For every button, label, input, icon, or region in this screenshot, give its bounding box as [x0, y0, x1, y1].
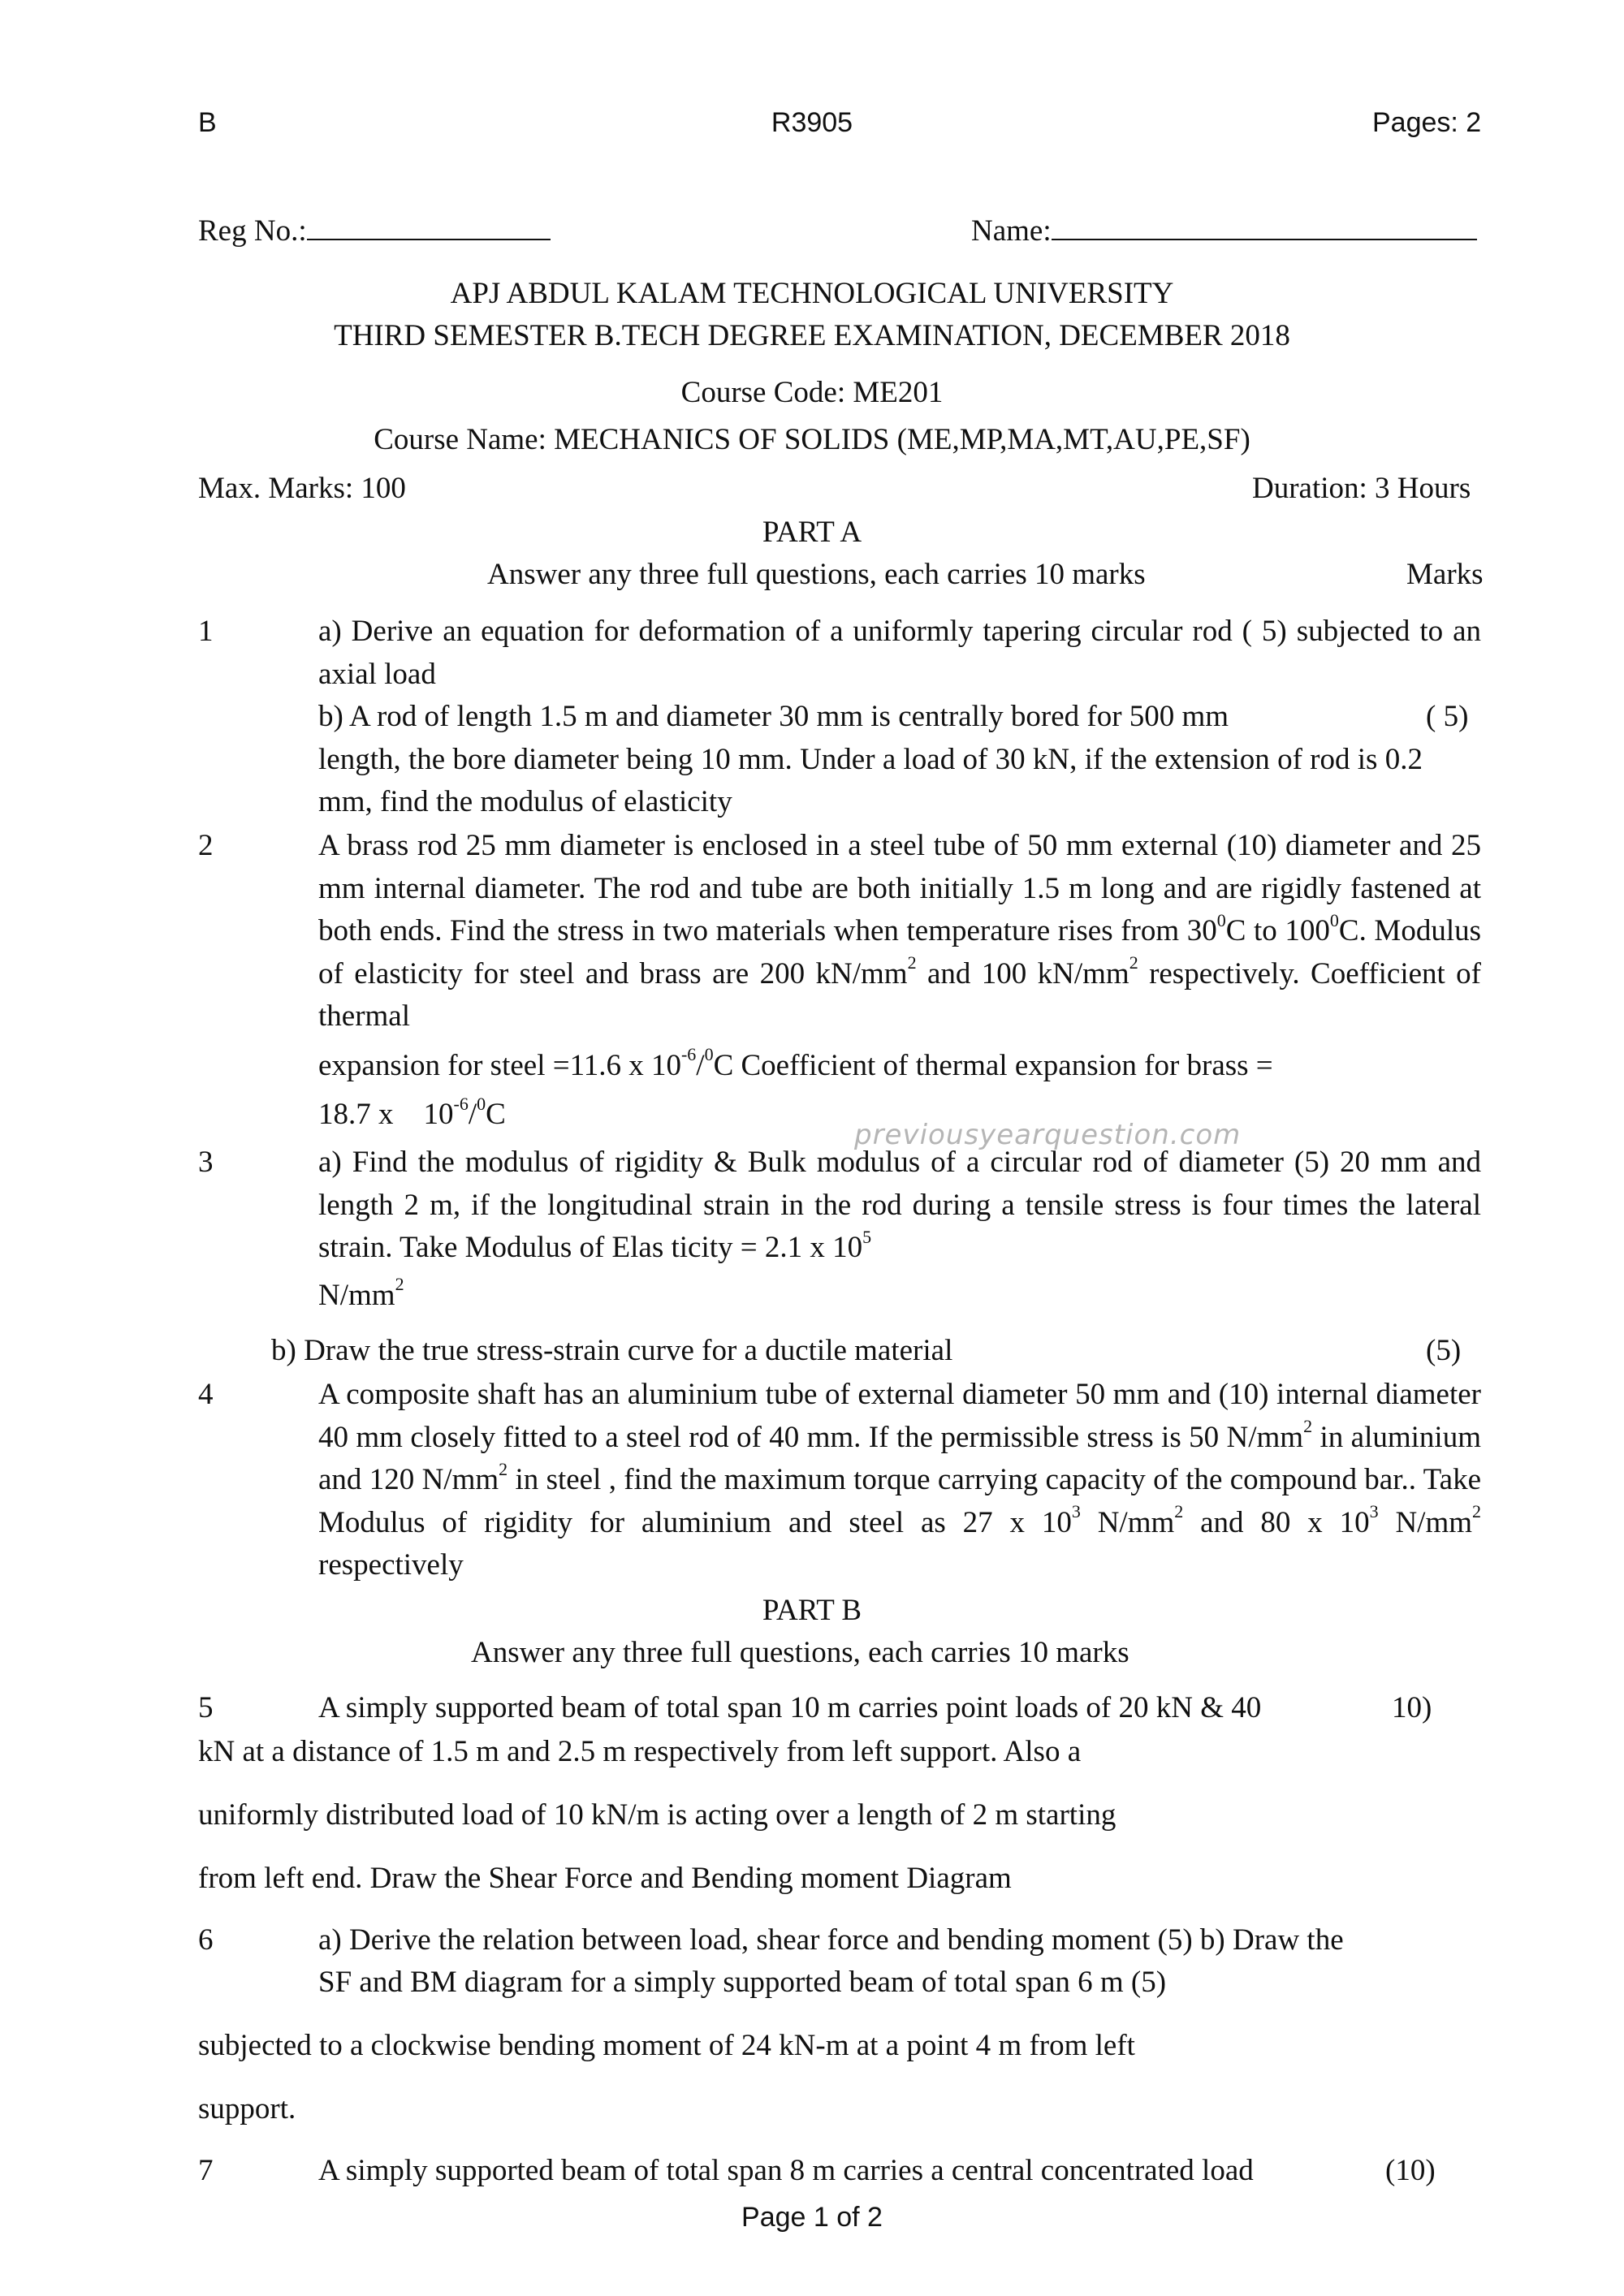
question-1b-line1: b) A rod of length 1.5 m and diameter 30 mm is centrally bored for 500 mm [318, 700, 1229, 733]
question-6-line1: a) Derive the relation between load, shear force and bending moment (5) b) Draw the [318, 1923, 1344, 1957]
question-1b-marks: ( 5) [1426, 700, 1469, 733]
q4-sup-1: 2 [1303, 1416, 1313, 1437]
university-title: APJ ABDUL KALAM TECHNOLOGICAL UNIVERSITY [450, 277, 1174, 310]
question-5-line2: kN at a distance of 1.5 m and 2.5 m respectively from left support. Also a [198, 1735, 1082, 1768]
q4-text-6: N/mm [1378, 1505, 1473, 1539]
part-a-heading: PART A [762, 516, 862, 549]
q3a-sup-2: 2 [395, 1274, 404, 1295]
q2-sup-3: 2 [907, 952, 917, 973]
watermark: previousyearquestion.com [854, 1119, 1242, 1151]
question-1b-rest: length, the bore diameter being 10 mm. Under a load of 30 kN, if the extension of rod is 0.2 mm, find the modulus of elasticity [318, 742, 1423, 818]
q2-text-3: C. Modulus of elasticity for steel and brass are 200 kN/mm [318, 914, 1481, 990]
question-4 [318, 1374, 1481, 1587]
paper-code: R3905 [771, 107, 853, 138]
question-2 [318, 825, 1481, 1137]
name-label: Name: [971, 214, 1052, 248]
q4-sup-4: 2 [1174, 1501, 1184, 1522]
q2-sup-2: 0 [1329, 909, 1339, 930]
q2-exp-sup-1: -6 [680, 1044, 697, 1065]
question-number-2: 2 [198, 829, 214, 862]
reg-no-blank [307, 209, 551, 240]
question-number-6: 6 [198, 1923, 214, 1957]
q2-brass-sup-1: -6 [453, 1093, 469, 1114]
question-number-3: 3 [198, 1146, 214, 1179]
q2-sup-4: 2 [1129, 952, 1138, 973]
question-number-1: 1 [198, 615, 214, 648]
q3a-sup-1: 5 [862, 1226, 872, 1247]
q2-text-4: and 100 kN/mm [916, 956, 1129, 990]
question-3b: b) Draw the true stress-strain curve for a ductile material [271, 1334, 953, 1367]
question-3b-marks: (5) [1426, 1334, 1462, 1367]
part-a-instruction: Answer any three full questions, each carries 10 marks [487, 558, 1146, 591]
q4-text-7: respectively [318, 1548, 464, 1582]
q4-text-3: in steel , find the maximum torque carrying capacity of the compound bar.. Take Modulus of rigidity for aluminium and steel as 27 x 10 [318, 1463, 1482, 1539]
name-blank [1052, 209, 1477, 240]
max-marks: Max. Marks: 100 [198, 472, 406, 505]
q2-brass-sup-2: 0 [477, 1093, 486, 1114]
part-b-instruction: Answer any three full questions, each carries 10 marks [471, 1636, 1129, 1669]
q4-text-1: A composite shaft has an aluminium tube of external diameter 50 mm and (10) internal diameter 40 mm closely fitted to a steel rod of 40 mm. If the permissible stress is 50 N/mm [318, 1378, 1481, 1454]
q2-exp-text-1: expansion for steel =11.6 x 10 [318, 1048, 681, 1082]
question-4-body [318, 1374, 1481, 1587]
page-footer: Page 1 of 2 [741, 2202, 883, 2233]
question-6-line3: subjected to a clockwise bending moment of 24 kN-m at a point 4 m from left [198, 2029, 1135, 2062]
q4-sup-2: 2 [499, 1458, 508, 1479]
q2-exp-text-2: / [696, 1048, 705, 1082]
question-2-body [318, 825, 1481, 1038]
question-5-line1: A simply supported beam of total span 10 m carries point loads of 20 kN & 40 [318, 1691, 1262, 1724]
question-number-4: 4 [198, 1378, 214, 1411]
q2-exp-text-3: C Coefficient of thermal expansion for brass = [713, 1048, 1273, 1082]
q2-exp-sup-2: 0 [704, 1044, 714, 1065]
question-5-marks: 10) [1392, 1691, 1432, 1724]
question-2-expansion-steel [318, 1045, 1481, 1088]
q4-sup-6: 2 [1472, 1501, 1482, 1522]
q4-sup-3: 3 [1071, 1501, 1081, 1522]
q4-text-4: N/mm [1080, 1505, 1175, 1539]
set-label: B [198, 107, 217, 138]
reg-no-field [198, 209, 551, 252]
q2-text-1: A brass rod 25 mm diameter is enclosed in a steel tube of 50 mm external (10) diameter and 25 mm internal diameter. The rod and tube are both initially 1.5 m long and are rigidly fastened at both ends. Find the stress in two materials when temperature rises from 30 [318, 829, 1481, 947]
question-3 [318, 1142, 1481, 1317]
q4-text-2: in aluminium and 120 N/mm [318, 1420, 1481, 1496]
course-code: Course Code: ME201 [680, 376, 944, 409]
q2-text-5: respectively. Coefficient of thermal [318, 956, 1481, 1033]
q2-brass-text-3: C [486, 1098, 506, 1131]
course-name: Course Name: MECHANICS OF SOLIDS (ME,MP,MA,MT,AU,PE,SF) [374, 423, 1250, 456]
question-5-line4: from left end. Draw the Shear Force and Bending moment Diagram [198, 1862, 1012, 1895]
question-6-line2: SF and BM diagram for a simply supported beam of total span 6 m (5) [318, 1966, 1167, 1999]
q4-sup-5: 3 [1369, 1501, 1379, 1522]
page-count: Pages: 2 [1372, 107, 1482, 138]
question-1a: a) Derive an equation for deformation of a uniformly tapering circular rod ( 5) subjected to an axial load [318, 615, 1481, 691]
q2-brass-text-2: / [468, 1098, 477, 1131]
question-7-line1: A simply supported beam of total span 8 m carries a central concentrated load [318, 2154, 1254, 2187]
question-3a [318, 1142, 1481, 1270]
question-3a-unit [318, 1275, 1481, 1318]
question-6-line4: support. [198, 2092, 296, 2126]
q3a-text-2: N/mm [318, 1278, 395, 1312]
question-number-7: 7 [198, 2154, 214, 2187]
q4-text-5: and 80 x 10 [1183, 1505, 1370, 1539]
name-field [971, 209, 1477, 252]
question-1 [318, 611, 1481, 824]
part-b-heading: PART B [762, 1594, 862, 1627]
question-7-marks: (10) [1385, 2154, 1436, 2187]
q3a-text-1: a) Find the modulus of rigidity & Bulk modulus of a circular rod of diameter (5) 20 mm and length 2 m, if the longitudinal strain in the rod during a tensile stress is four times the lateral strain. Take Modulus of Elas ticity = 2.1 x 10 [318, 1146, 1481, 1264]
q2-sup-1: 0 [1216, 909, 1226, 930]
q2-brass-text-1: 18.7 x 10 [318, 1098, 454, 1131]
reg-no-label: Reg No.: [198, 214, 307, 248]
duration: Duration: 3 Hours [1252, 472, 1471, 505]
q2-text-2: C to 100 [1225, 914, 1330, 947]
question-5-line3: uniformly distributed load of 10 kN/m is acting over a length of 2 m starting [198, 1798, 1116, 1832]
question-number-5: 5 [198, 1691, 214, 1724]
exam-title: THIRD SEMESTER B.TECH DEGREE EXAMINATION, DECEMBER 2018 [334, 319, 1290, 352]
marks-column-label: Marks [1406, 558, 1484, 591]
